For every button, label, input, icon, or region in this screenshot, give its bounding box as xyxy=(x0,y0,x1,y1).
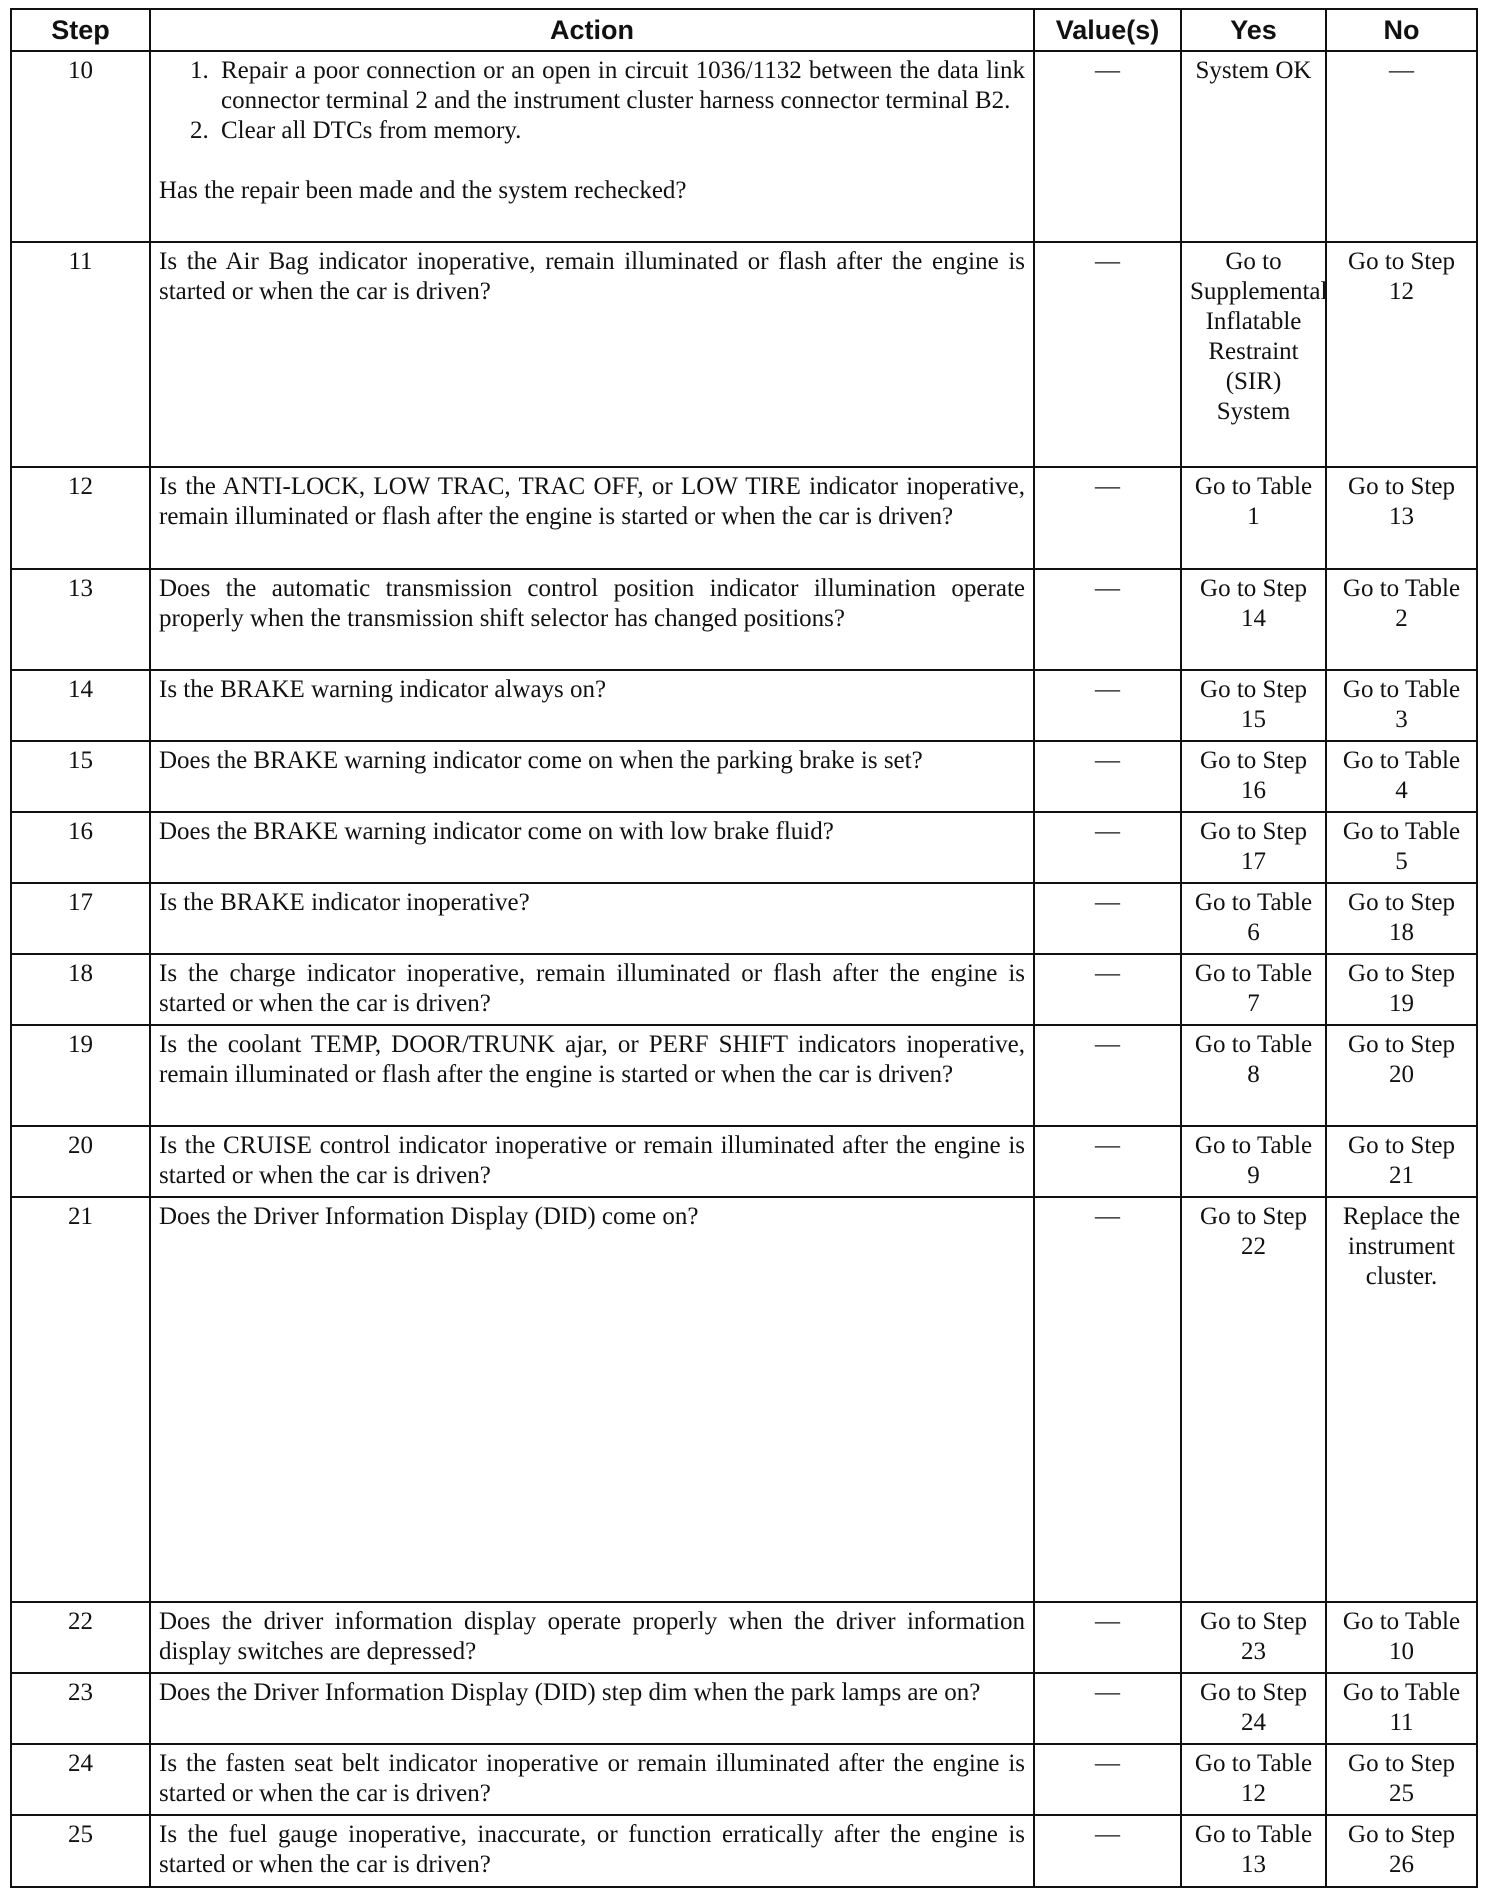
table-row xyxy=(11,883,1477,954)
step-number: 21 xyxy=(11,1197,150,1602)
value-cell: — xyxy=(1034,1815,1181,1887)
no-cell: Go to Step 18 xyxy=(1326,883,1477,954)
no-cell: Go to Step 13 xyxy=(1326,467,1477,569)
yes-cell: Go to Supplemental Inflatable Restraint (SIR) System xyxy=(1181,242,1326,467)
step-number: 22 xyxy=(11,1602,150,1673)
value-cell: — xyxy=(1034,1197,1181,1602)
action-cell: Is the charge indicator inoperative, remain illuminated or flash after the engine is started or when the car is driven? xyxy=(150,954,1034,1025)
yes-cell: System OK xyxy=(1181,51,1326,242)
step-number: 10 xyxy=(11,51,150,242)
value-cell: — xyxy=(1034,1744,1181,1815)
table-row xyxy=(11,1815,1477,1887)
action-cell: Is the BRAKE indicator inoperative? xyxy=(150,883,1034,954)
value-cell: — xyxy=(1034,1673,1181,1744)
value-cell: — xyxy=(1034,1602,1181,1673)
value-cell: — xyxy=(1034,242,1181,467)
yes-cell: Go to Table 1 xyxy=(1181,467,1326,569)
action-cell: Is the BRAKE warning indicator always on? xyxy=(150,670,1034,741)
yes-cell: Go to Table 13 xyxy=(1181,1815,1326,1887)
header-no: No xyxy=(1326,9,1477,51)
action-cell: Is the fuel gauge inoperative, inaccurate, or function erratically after the engine is started or when the car is driven? xyxy=(150,1815,1034,1887)
step-number: 11 xyxy=(11,242,150,467)
yes-cell: Go to Step 23 xyxy=(1181,1602,1326,1673)
value-cell: — xyxy=(1034,883,1181,954)
yes-cell: Go to Step 22 xyxy=(1181,1197,1326,1602)
yes-cell: Go to Step 16 xyxy=(1181,741,1326,812)
table-row xyxy=(11,51,1477,242)
table-row xyxy=(11,1744,1477,1815)
no-cell: Go to Table 2 xyxy=(1326,569,1477,670)
action-cell: Does the driver information display operate properly when the driver information display switches are depressed? xyxy=(150,1602,1034,1673)
action-question: Has the repair been made and the system rechecked? xyxy=(159,177,687,204)
value-cell: — xyxy=(1034,670,1181,741)
value-cell: — xyxy=(1034,1126,1181,1197)
action-substeps xyxy=(159,56,1025,146)
action-cell: Does the Driver Information Display (DID) step dim when the park lamps are on? xyxy=(150,1673,1034,1744)
diagnostic-table xyxy=(10,8,1478,1888)
table-row xyxy=(11,812,1477,883)
yes-cell: Go to Table 9 xyxy=(1181,1126,1326,1197)
header-step: Step xyxy=(11,9,150,51)
table-row xyxy=(11,1602,1477,1673)
yes-cell: Go to Step 15 xyxy=(1181,670,1326,741)
action-cell: Is the coolant TEMP, DOOR/TRUNK ajar, or PERF SHIFT indicators inoperative, remain illuminated or flash after the engine is started or when the car is driven? xyxy=(150,1025,1034,1126)
action-cell: Does the BRAKE warning indicator come on with low brake fluid? xyxy=(150,812,1034,883)
step-number: 18 xyxy=(11,954,150,1025)
table-row xyxy=(11,1673,1477,1744)
table-row xyxy=(11,1197,1477,1602)
value-cell: — xyxy=(1034,812,1181,883)
step-number: 19 xyxy=(11,1025,150,1126)
no-cell: Go to Step 25 xyxy=(1326,1744,1477,1815)
header-action: Action xyxy=(150,9,1034,51)
table-row xyxy=(11,741,1477,812)
yes-cell: Go to Step 14 xyxy=(1181,569,1326,670)
table-row xyxy=(11,1126,1477,1197)
no-cell: — xyxy=(1326,51,1477,242)
no-cell: Go to Table 10 xyxy=(1326,1602,1477,1673)
action-cell: Does the Driver Information Display (DID) come on? xyxy=(150,1197,1034,1602)
step-number: 24 xyxy=(11,1744,150,1815)
table-row xyxy=(11,467,1477,569)
no-cell: Go to Table 5 xyxy=(1326,812,1477,883)
step-number: 13 xyxy=(11,569,150,670)
yes-cell: Go to Table 8 xyxy=(1181,1025,1326,1126)
action-substep: 1. Repair a poor connection or an open in circuit 1036/1132 between the data link connector terminal 2 and the instrument cluster harness connector terminal B2. xyxy=(215,56,1025,116)
action-cell: Is the ANTI-LOCK, LOW TRAC, TRAC OFF, or LOW TIRE indicator inoperative, remain illuminated or flash after the engine is started or when the car is driven? xyxy=(150,467,1034,569)
value-cell: — xyxy=(1034,467,1181,569)
yes-cell: Go to Step 17 xyxy=(1181,812,1326,883)
value-cell: — xyxy=(1034,1025,1181,1126)
yes-cell: Go to Step 24 xyxy=(1181,1673,1326,1744)
value-cell: — xyxy=(1034,954,1181,1025)
value-cell: — xyxy=(1034,51,1181,242)
no-cell: Go to Step 19 xyxy=(1326,954,1477,1025)
yes-cell: Go to Table 12 xyxy=(1181,1744,1326,1815)
value-cell: — xyxy=(1034,741,1181,812)
table-row xyxy=(11,569,1477,670)
table-row xyxy=(11,670,1477,741)
step-number: 12 xyxy=(11,467,150,569)
step-number: 20 xyxy=(11,1126,150,1197)
action-cell: Is the fasten seat belt indicator inoperative or remain illuminated after the engine is started or when the car is driven? xyxy=(150,1744,1034,1815)
no-cell: Go to Step 26 xyxy=(1326,1815,1477,1887)
no-cell: Replace the instrument cluster. xyxy=(1326,1197,1477,1602)
header-row xyxy=(11,9,1477,51)
step-number: 15 xyxy=(11,741,150,812)
action-cell: Does the automatic transmission control position indicator illumination operate properly when the transmission shift selector has changed positions? xyxy=(150,569,1034,670)
value-cell: — xyxy=(1034,569,1181,670)
action-cell xyxy=(150,51,1034,242)
action-cell: Does the BRAKE warning indicator come on when the parking brake is set? xyxy=(150,741,1034,812)
header-values: Value(s) xyxy=(1034,9,1181,51)
step-number: 23 xyxy=(11,1673,150,1744)
header-yes: Yes xyxy=(1181,9,1326,51)
step-number: 25 xyxy=(11,1815,150,1887)
step-number: 17 xyxy=(11,883,150,954)
step-number: 16 xyxy=(11,812,150,883)
no-cell: Go to Table 3 xyxy=(1326,670,1477,741)
no-cell: Go to Step 21 xyxy=(1326,1126,1477,1197)
table-row xyxy=(11,242,1477,467)
action-substep: 2. Clear all DTCs from memory. xyxy=(215,116,1025,146)
no-cell: Go to Table 11 xyxy=(1326,1673,1477,1744)
no-cell: Go to Table 4 xyxy=(1326,741,1477,812)
action-cell: Is the CRUISE control indicator inoperative or remain illuminated after the engine is started or when the car is driven? xyxy=(150,1126,1034,1197)
yes-cell: Go to Table 7 xyxy=(1181,954,1326,1025)
table-row xyxy=(11,954,1477,1025)
no-cell: Go to Step 12 xyxy=(1326,242,1477,467)
table-row xyxy=(11,1025,1477,1126)
step-number: 14 xyxy=(11,670,150,741)
action-cell: Is the Air Bag indicator inoperative, remain illuminated or flash after the engine is started or when the car is driven? xyxy=(150,242,1034,467)
yes-cell: Go to Table 6 xyxy=(1181,883,1326,954)
no-cell: Go to Step 20 xyxy=(1326,1025,1477,1126)
